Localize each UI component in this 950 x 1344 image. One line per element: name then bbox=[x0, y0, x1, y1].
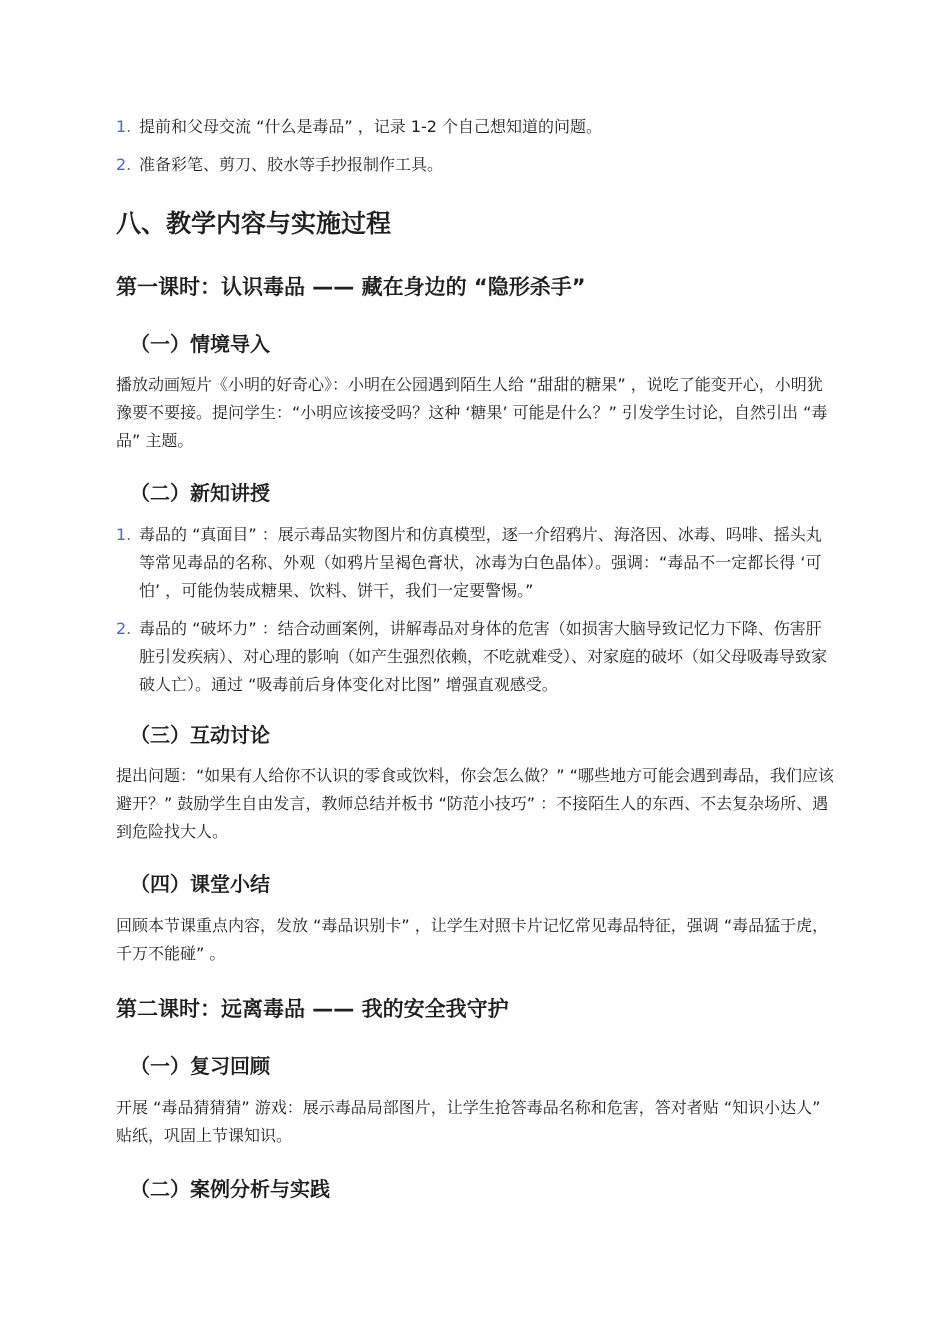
lesson2-review-text: 开展 “毒品猜猜猜” 游戏：展示毒品局部图片，让学生抢答毒品名称和危害，答对者贴 “知识小达人” 贴纸，巩固上节课知识。 bbox=[116, 1098, 821, 1145]
lesson2-review-heading: （一）复习回顾 bbox=[130, 1054, 270, 1078]
new-knowledge-list bbox=[116, 521, 836, 699]
list-item-text: 毒品的 “破坏力” ：结合动画案例，讲解毒品对身体的危害（如损害大脑导致记忆力下降、伤害肝脏引发疾病）、对心理的影响（如产生强烈依赖，不吃就难受）、对家庭的破坏（如父母吸毒导致家破人亡）。通过 “吸毒前后身体变化对比图” 增强直观感受。 bbox=[139, 619, 828, 694]
list-number: 1. bbox=[116, 117, 132, 136]
list-item bbox=[116, 113, 836, 141]
lesson1-intro-heading: （一）情境导入 bbox=[130, 332, 270, 356]
list-number: 2. bbox=[116, 619, 132, 638]
lesson1-new-knowledge-heading: （二）新知讲授 bbox=[130, 481, 270, 505]
list-item-text: 准备彩笔、剪刀、胶水等手抄报制作工具。 bbox=[139, 155, 444, 174]
list-number: 1. bbox=[116, 525, 132, 544]
lesson1-title: 第一课时：认识毒品 —— 藏在身边的 “隐形杀手” bbox=[116, 275, 586, 299]
lesson1-discussion-text: 提出问题：“如果有人给你不认识的零食或饮料，你会怎么做？” “哪些地方可能会遇到毒品，我们应该避开？” 鼓励学生自由发言，教师总结并板书 “防范小技巧” ：不接陌生人的东西、不去复杂场所、遇到危险找大人。 bbox=[116, 766, 834, 841]
list-item-text: 毒品的 “真面目” ：展示毒品实物图片和仿真模型，逐一介绍鸦片、海洛因、冰毒、吗啡、摇头丸等常见毒品的名称、外观（如鸦片呈褐色膏状，冰毒为白色晶体）。强调：“毒品不一定都长得 ‘可怕’ ，可能伪装成糖果、饮料、饼干，我们一定要警惕。” bbox=[139, 525, 822, 600]
lesson1-discussion-heading: （三）互动讨论 bbox=[130, 723, 270, 747]
list-number: 2. bbox=[116, 155, 132, 174]
section-title: 八、教学内容与实施过程 bbox=[116, 209, 392, 238]
list-item bbox=[116, 615, 836, 699]
list-item-text: 提前和父母交流 “什么是毒品” ，记录 1-2 个自己想知道的问题。 bbox=[139, 117, 603, 136]
lesson1-intro-text: 播放动画短片《小明的好奇心》：小明在公园遇到陌生人给 “甜甜的糖果” ，说吃了能变开心，小明犹豫要不要接。提问学生：“小明应该接受吗？这种 ‘糖果’ 可能是什么？” 引发学生讨论，自然引出 “毒品” 主题。 bbox=[116, 375, 828, 450]
lesson2-title: 第二课时：远离毒品 —— 我的安全我守护 bbox=[116, 997, 509, 1021]
list-item bbox=[116, 151, 836, 179]
lesson1-summary-text: 回顾本节课重点内容，发放 “毒品识别卡” ，让学生对照卡片记忆常见毒品特征，强调 “毒品猛于虎，千万不能碰” 。 bbox=[116, 916, 829, 963]
list-item bbox=[116, 521, 836, 605]
prep-list bbox=[116, 113, 836, 179]
lesson1-summary-heading: （四）课堂小结 bbox=[130, 872, 270, 896]
lesson2-case-heading: （二）案例分析与实践 bbox=[130, 1177, 330, 1201]
